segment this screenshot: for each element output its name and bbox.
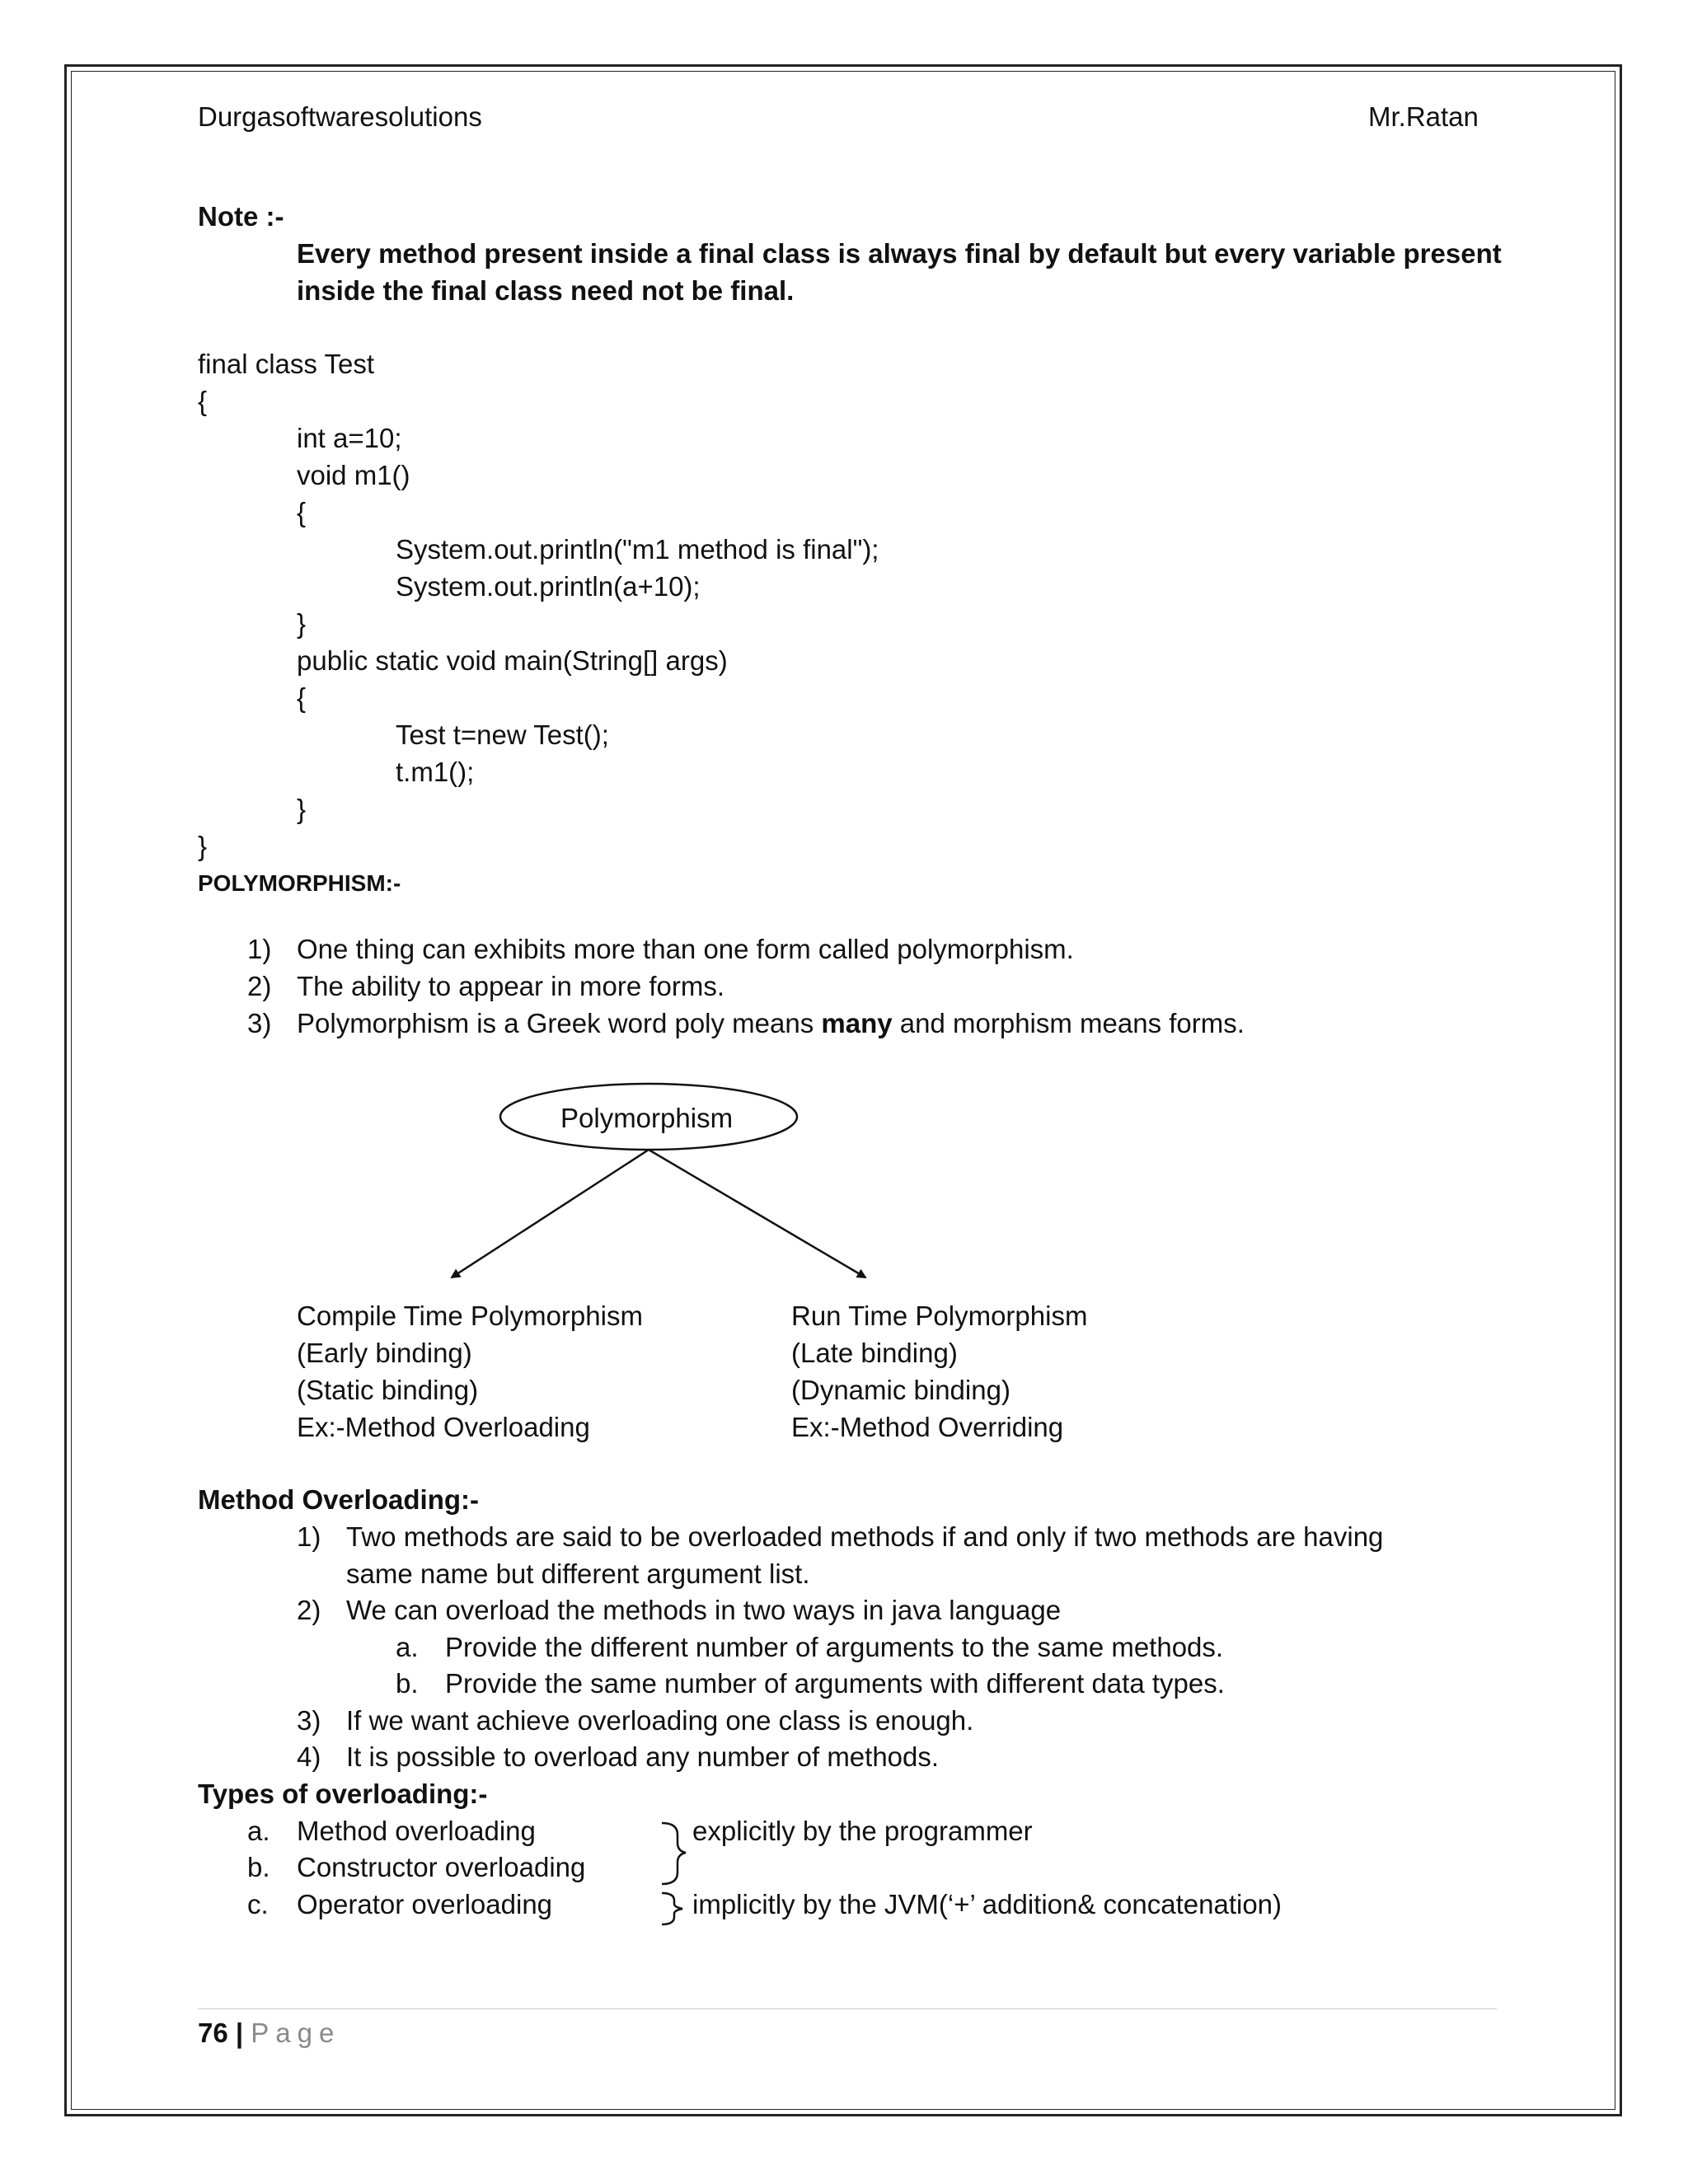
page-number: 76 [198, 2018, 228, 2048]
list-number: 2) [297, 1595, 321, 1625]
brace-implicit [662, 1893, 682, 1924]
types-heading: Types of overloading:- [198, 1779, 488, 1809]
run-time-line: (Dynamic binding) [791, 1375, 1010, 1405]
list-item: Constructor overloading [297, 1852, 586, 1882]
code-line: { [198, 386, 208, 416]
emphasis-many: many [821, 1008, 893, 1038]
code-line: public static void main(String[] args) [297, 645, 728, 676]
code-line: int a=10; [297, 423, 402, 453]
list-item: Two methods are said to be overloaded methods if and only if two methods are having [346, 1521, 1384, 1552]
list-item-text: Polymorphism is a Greek word poly means [297, 1008, 822, 1038]
compile-time-line: (Static binding) [297, 1375, 479, 1405]
list-item: same name but different argument list. [346, 1558, 810, 1589]
note-label: Note :- [198, 201, 284, 232]
code-line: } [198, 831, 208, 861]
list-item: If we want achieve overloading one class is enough. [346, 1705, 974, 1736]
footer-separator: | [235, 2018, 244, 2048]
run-time-line: Run Time Polymorphism [791, 1301, 1088, 1331]
polymorphism-heading: POLYMORPHISM:- [198, 870, 401, 896]
code-line: { [297, 497, 307, 527]
code-line: t.m1(); [396, 757, 475, 787]
list-item: One thing can exhibits more than one form called polymorphism. [297, 934, 1074, 964]
list-number: 4) [297, 1741, 321, 1772]
list-item: Method overloading [297, 1816, 536, 1846]
run-time-line: Ex:-Method Overriding [791, 1412, 1064, 1442]
code-line: } [297, 794, 307, 824]
diagram-root-label: Polymorphism [560, 1103, 734, 1133]
code-line: final class Test [198, 349, 374, 379]
header-right: Mr.Ratan [1368, 101, 1479, 132]
list-letter: a. [247, 1816, 270, 1846]
list-number: 3) [297, 1705, 321, 1736]
run-time-line: (Late binding) [791, 1338, 958, 1368]
list-item-text: and morphism means forms. [892, 1008, 1245, 1038]
list-letter: b. [247, 1852, 270, 1882]
code-line: System.out.println("m1 method is final"); [396, 534, 879, 565]
code-line: void m1() [297, 460, 410, 490]
page-word: Page [251, 2018, 341, 2048]
sublist-item: Provide the same number of arguments with different data types. [445, 1668, 1225, 1699]
compile-time-line: Ex:-Method Overloading [297, 1412, 590, 1442]
note-line-1: Every method present inside a final class is always final by default but every variable present [297, 238, 1502, 269]
sublist-item: Provide the different number of arguments to the same methods. [445, 1632, 1224, 1662]
compile-time-line: Compile Time Polymorphism [297, 1301, 643, 1331]
sublist-letter: b. [396, 1668, 419, 1699]
code-line: } [297, 608, 307, 639]
list-item: We can overload the methods in two ways in java language [346, 1595, 1062, 1625]
list-number: 1) [247, 934, 272, 964]
list-number: 3) [247, 1008, 272, 1038]
list-item: It is possible to overload any number of methods. [346, 1741, 940, 1772]
list-item: Operator overloading [297, 1889, 553, 1919]
header-left: Durgasoftwaresolutions [198, 101, 482, 132]
footer-divider [198, 2008, 1497, 2009]
compile-time-line: (Early binding) [297, 1338, 472, 1368]
implicit-note: implicitly by the JVM(‘+’ addition& concatenation) [692, 1889, 1282, 1919]
list-number: 2) [247, 971, 272, 1001]
list-item: The ability to appear in more forms. [297, 971, 725, 1001]
brace-explicit [662, 1823, 686, 1884]
code-line: Test t=new Test(); [396, 719, 609, 750]
explicit-note: explicitly by the programmer [692, 1816, 1033, 1846]
list-letter: c. [247, 1889, 269, 1919]
sublist-letter: a. [396, 1632, 419, 1662]
overloading-heading: Method Overloading:- [198, 1484, 479, 1515]
note-line-2: inside the final class need not be final. [297, 275, 795, 306]
code-line: System.out.println(a+10); [396, 571, 701, 602]
list-number: 1) [297, 1521, 321, 1552]
code-line: { [297, 682, 307, 713]
page-footer [198, 2015, 340, 2051]
